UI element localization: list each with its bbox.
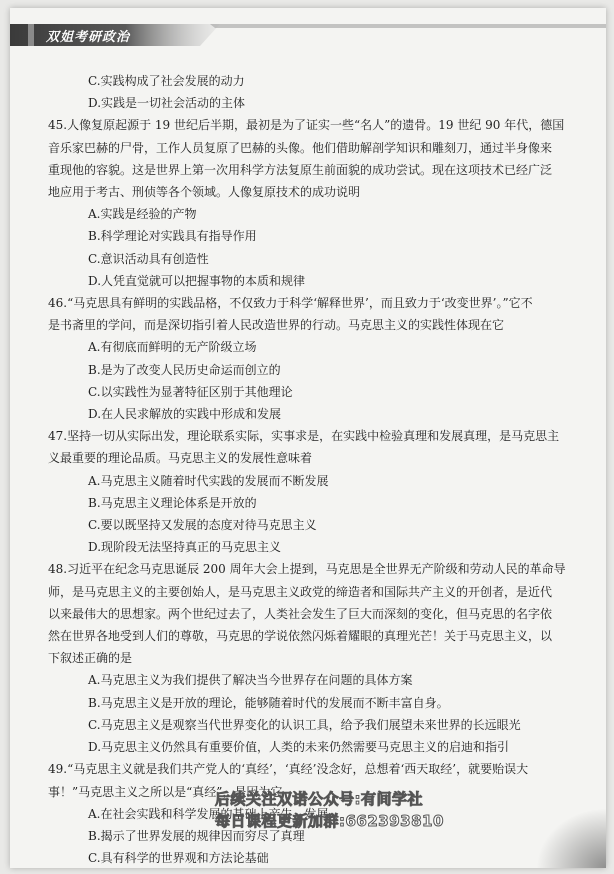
question-stem: 45.人像复原起源于 19 世纪后半期，最初是为了证实一些“名人”的遗骨。19 世纪 90 年代，德国 (48, 118, 565, 133)
option-line: C.要以既坚持又发展的态度对待马克思主义 (88, 518, 317, 533)
option-line: A.有彻底而鲜明的无产阶级立场 (88, 340, 257, 355)
question-content (48, 70, 584, 868)
question-stem: 49.“马克思主义就是我们共产党人的‘真经’，‘真经’没念好，总想着‘西天取经’，就要贻误大 (48, 762, 529, 777)
option-line: C.以实践性为显著特征区别于其他理论 (88, 384, 293, 399)
option-line: D.在人民求解放的实践中形成和发展 (88, 407, 282, 422)
question-stem: 46.“马克思具有鲜明的实践品格，不仅致力于科学‘解释世界’，而且致力于‘改变世界’。”它不 (48, 296, 533, 311)
option-line: C.具有科学的世界观和方法论基础 (88, 851, 269, 866)
option-line: B.马克思主义理论体系是开放的 (88, 495, 257, 510)
option-line: D.马克思主义仍然具有重要价值，人类的未来仍然需要马克思主义的启迪和指引 (88, 740, 510, 755)
question-stem: 重现他的容貌。这是世界上第一次用科学方法复原生前面貌的成功尝试。现在这项技术已经广泛 (48, 162, 553, 177)
page-corner-shadow (536, 808, 606, 868)
option-line: A.马克思主义随着时代实践的发展而不断发展 (88, 473, 329, 488)
question-stem: 48.习近平在纪念马克思诞辰 200 周年大会上提到，马克思是全世界无产阶级和劳动人民的革命导 (48, 562, 566, 577)
question-stem: 47.坚持一切从实际出发，理论联系实际，实事求是，在实践中检验真理和发展真理，是马克思主 (48, 429, 560, 444)
question-stem: 义最重要的理论品质。马克思主义的发展性意味着 (48, 451, 313, 466)
option-line: A.在社会实践和科学发展的基础上产生、发展 (88, 806, 329, 821)
watermark-line: 后续关注双诺公众号:有间学社 (215, 790, 423, 808)
option-line: B.马克思主义是开放的理论，能够随着时代的发展而不断丰富自身。 (88, 695, 449, 710)
option-line: C.马克思主义是观察当代世界变化的认识工具，给予我们展望未来世界的长远眼光 (88, 717, 521, 732)
option-line: B.揭示了世界发展的规律因而穷尽了真理 (88, 828, 305, 843)
question-stem: 师，是马克思主义的主要创始人，是马克思主义政党的缔造者和国际共产主义的开创者，是近代 (48, 584, 553, 599)
header-band (10, 22, 606, 48)
option-line: D.实践是一切社会活动的主体 (88, 96, 246, 111)
question-stem: 是书斋里的学问，而是深切指引着人民改造世界的行动。马克思主义的实践性体现在它 (48, 318, 505, 333)
option-line: A.实践是经验的产物 (88, 207, 197, 222)
question-stem: 以来最伟大的思想家。两个世纪过去了，人类社会发生了巨大而深刻的变化，但马克思的名字依 (48, 606, 553, 621)
question-stem: 然在世界各地受到人们的尊敬，马克思的学说依然闪烁着耀眼的真理光芒！关于马克思主义，以 (48, 629, 553, 644)
option-line: D.人凭直觉就可以把握事物的本质和规律 (88, 273, 306, 288)
document-page (10, 8, 606, 868)
question-stem: 地应用于考古、刑侦等各个领域。人像复原技术的成功说明 (48, 185, 361, 200)
option-line: D.现阶段无法坚持真正的马克思主义 (88, 540, 282, 555)
option-line: B.是为了改变人民历史命运而创立的 (88, 362, 281, 377)
watermark-line: 每日课程更新加群:662393810 (215, 812, 444, 830)
watermark (215, 788, 455, 832)
option-line: B.科学理论对实践具有指导作用 (88, 229, 257, 244)
question-stem: 音乐家巴赫的尸骨，工作人员复原了巴赫的头像。他们借助解剖学知识和雕刻刀，通过半身像来 (48, 140, 553, 155)
option-line: A.马克思主义为我们提供了解决当今世界存在问题的具体方案 (88, 673, 413, 688)
option-line: C.意识活动具有创造性 (88, 251, 209, 266)
option-line: C.实践构成了社会发展的动力 (88, 74, 245, 88)
question-stem: 事！”马克思主义之所以是“真经”，是因为它 (48, 784, 283, 799)
header-title: 双姐考研政治 (46, 30, 131, 45)
question-stem: 下叙述正确的是 (48, 651, 133, 666)
